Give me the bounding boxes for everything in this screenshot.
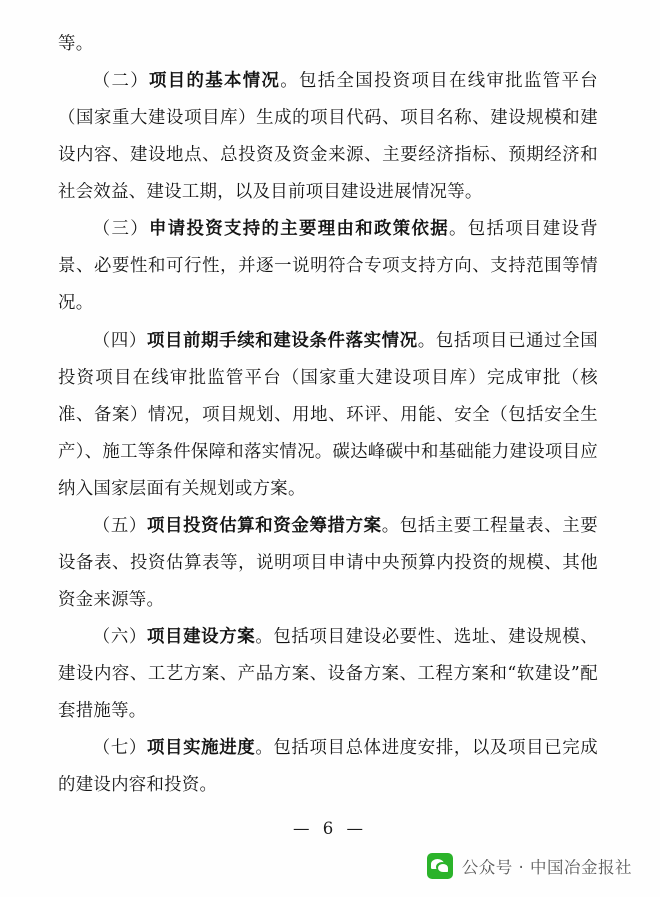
paragraph-text-run: （三）: [92, 219, 150, 240]
watermark-label: 公众号 · 中国冶金报社: [461, 858, 632, 877]
document-paragraph: [58, 26, 598, 63]
paragraph-text-run: （七）: [92, 738, 147, 759]
page-number: — 6 —: [293, 819, 367, 838]
paragraph-text-run: 。包括全国投资项目在线审批监管平台（国家重大建设项目库）生成的项目代码、项目名称、建设规模和建设内容、建设地点、总投资及资金来源、主要经济指标、预期经济和社会效益、建设工期，以及目前项目建设进展情况等。: [58, 71, 598, 203]
paragraph-heading-run: 项目的基本情况: [149, 71, 281, 92]
paragraph-heading-run: 项目建设方案: [146, 627, 256, 647]
document-paragraph: [58, 211, 598, 322]
paragraph-text-run: （六）: [92, 627, 147, 647]
paragraph-text-run: 等。: [58, 34, 94, 54]
watermark: [427, 853, 632, 879]
paragraph-text-run: （二）: [92, 71, 150, 92]
document-paragraph: [58, 508, 598, 619]
document-paragraph: [58, 619, 598, 730]
paragraph-text-run: 。包括项目总体进度安排，以及项目已完成的建设内容和投资。: [58, 738, 598, 796]
paragraph-heading-run: 项目实施进度: [146, 738, 256, 759]
document-paragraph: [58, 730, 598, 804]
paragraph-heading-run: 项目前期手续和建设条件落实情况: [146, 330, 418, 351]
document-paragraph: [58, 323, 598, 508]
paragraph-heading-run: 项目投资估算和资金筹措方案: [146, 515, 382, 536]
page-footer: [0, 811, 660, 897]
paragraph-text-run: （五）: [92, 515, 147, 536]
paragraph-text-run: 。包括项目建设背景、必要性和可行性，并逐一说明符合专项支持方向、支持范围等情况。: [58, 219, 598, 314]
wechat-official-account-icon: [427, 853, 453, 879]
paragraph-text-run: 。包括项目建设必要性、选址、建设规模、建设内容、工艺方案、产品方案、设备方案、工程方案和“软建设”配套措施等。: [58, 627, 598, 722]
document-body: [58, 26, 598, 804]
paragraph-heading-run: 申请投资支持的主要理由和政策依据: [149, 219, 450, 240]
document-paragraph: [58, 63, 598, 211]
paragraph-text-run: 。包括项目已通过全国投资项目在线审批监管平台（国家重大建设项目库）完成审批（核准、备案）情况，项目规划、用地、环评、用能、安全（包括安全生产）、施工等条件保障和落实情况。碳达峰碳中和基础能力建设项目应纳入国家层面有关规划或方案。: [58, 330, 598, 499]
paragraph-text-run: （四）: [92, 330, 147, 351]
paragraph-text-run: 。包括主要工程量表、主要设备表、投资估算表等，说明项目申请中央预算内投资的规模、其他资金来源等。: [58, 515, 599, 610]
